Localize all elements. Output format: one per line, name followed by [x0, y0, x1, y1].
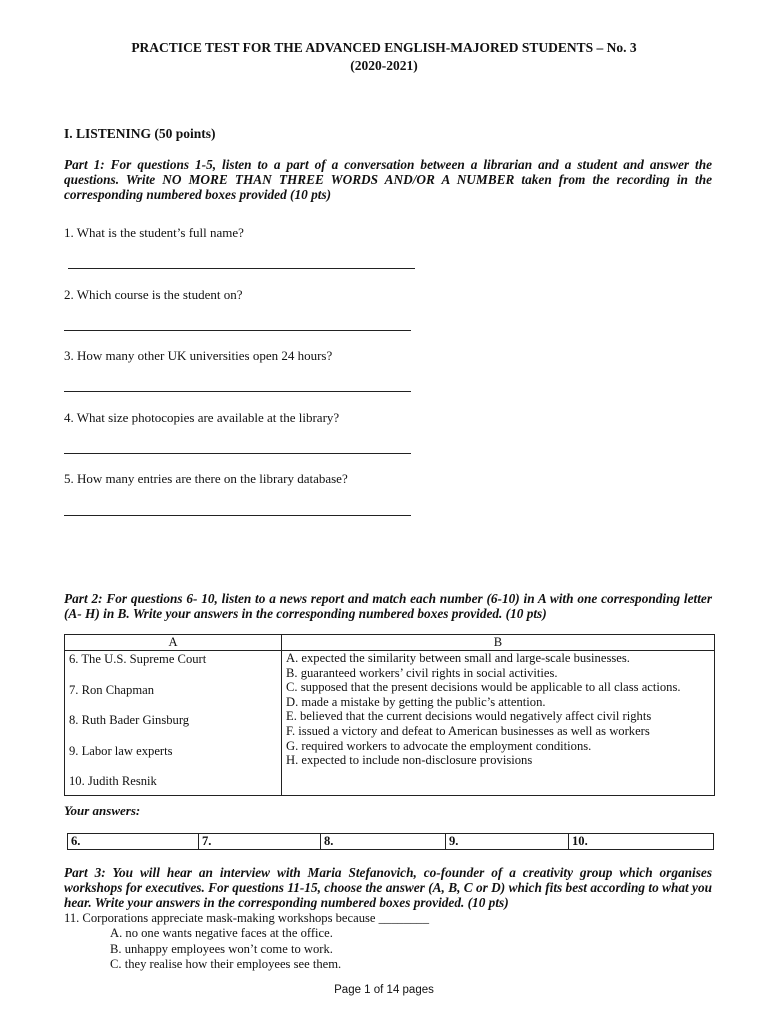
column-b-cell — [282, 651, 715, 796]
question-2: 2. Which course is the student on? — [64, 287, 243, 302]
column-b-item: D. made a mistake by getting the public’s attention. — [286, 694, 546, 709]
document-year: (2020-2021) — [350, 58, 418, 73]
question-5: 5. How many entries are there on the library database? — [64, 471, 348, 486]
answer-box-8[interactable]: 8. — [321, 834, 446, 850]
option-a[interactable]: A. no one wants negative faces at the office. — [110, 926, 333, 940]
question-11: 11. Corporations appreciate mask-making workshops because ________ — [64, 911, 430, 925]
column-b-item: C. supposed that the present decisions would be applicable to all class actions. — [286, 680, 681, 695]
answer-line-3[interactable] — [64, 391, 411, 392]
answer-box-6[interactable]: 6. — [68, 834, 199, 850]
column-b-item: E. believed that the current decisions would negatively affect civil rights — [286, 709, 652, 724]
page-footer: Page 1 of 14 pages — [334, 984, 434, 996]
option-c[interactable]: C. they realise how their employees see them. — [110, 957, 342, 971]
question-4: 4. What size photocopies are available at the library? — [64, 410, 340, 425]
part3-instruction: Part 3: You will hear an interview with Maria Stefanovich, co-founder of a creativity group which organises workshops for executives. For questions 11-15, choose the answer (A, B, C or D) which fits best according to what you hear. Write your answers in the corresponding numbered boxes provided. (10 pts) — [64, 865, 712, 910]
column-a-header: A — [65, 635, 282, 651]
answer-line-2[interactable] — [64, 330, 411, 331]
column-b-item: B. guaranteed workers’ civil rights in social activities. — [286, 665, 558, 680]
question-1: 1. What is the student’s full name? — [64, 225, 244, 240]
answer-boxes-table — [67, 833, 714, 850]
column-b-header: B — [282, 635, 715, 651]
answer-box-10[interactable]: 10. — [569, 834, 714, 850]
column-a-item: 10. Judith Resnik — [69, 774, 157, 788]
option-b[interactable]: B. unhappy employees won’t come to work. — [110, 942, 333, 956]
matching-table — [64, 634, 715, 796]
part2-instruction: Part 2: For questions 6- 10, listen to a news report and match each number (6-10) in A with one corresponding letter (A- H) in B. Write your answers in the corresponding numbered boxes provided. (10 pts) — [64, 591, 712, 621]
column-a-item: 7. Ron Chapman — [69, 682, 155, 697]
column-a-cell — [65, 651, 282, 796]
your-answers-label: Your answers: — [64, 803, 141, 818]
column-a-item: 8. Ruth Bader Ginsburg — [69, 713, 190, 727]
answer-box-9[interactable]: 9. — [446, 834, 569, 850]
answer-line-1[interactable] — [68, 268, 415, 269]
question-3: 3. How many other UK universities open 24 hours? — [64, 348, 333, 363]
answer-line-5[interactable] — [64, 515, 411, 516]
answer-box-7[interactable]: 7. — [199, 834, 321, 850]
column-b-item: H. expected to include non-disclosure provisions — [286, 753, 533, 768]
column-b-item: F. issued a victory and defeat to American businesses as well as workers — [286, 723, 650, 738]
part1-instruction: Part 1: For questions 1-5, listen to a part of a conversation between a librarian and a student and answer the questions. Write NO MORE THAN THREE WORDS AND/OR A NUMBER taken from the recording in the corresponding numbered boxes provided (10 pts) — [64, 157, 712, 202]
section-heading: I. LISTENING (50 points) — [64, 126, 216, 141]
document-title: PRACTICE TEST FOR THE ADVANCED ENGLISH-MAJORED STUDENTS – No. 3 — [131, 40, 637, 55]
column-b-item: G. required workers to advocate the employment conditions. — [286, 738, 592, 753]
answer-line-4[interactable] — [64, 453, 411, 454]
column-a-item: 6. The U.S. Supreme Court — [69, 652, 207, 666]
column-b-item: A. expected the similarity between small and large-scale businesses. — [286, 651, 630, 665]
column-a-item: 9. Labor law experts — [69, 743, 173, 758]
